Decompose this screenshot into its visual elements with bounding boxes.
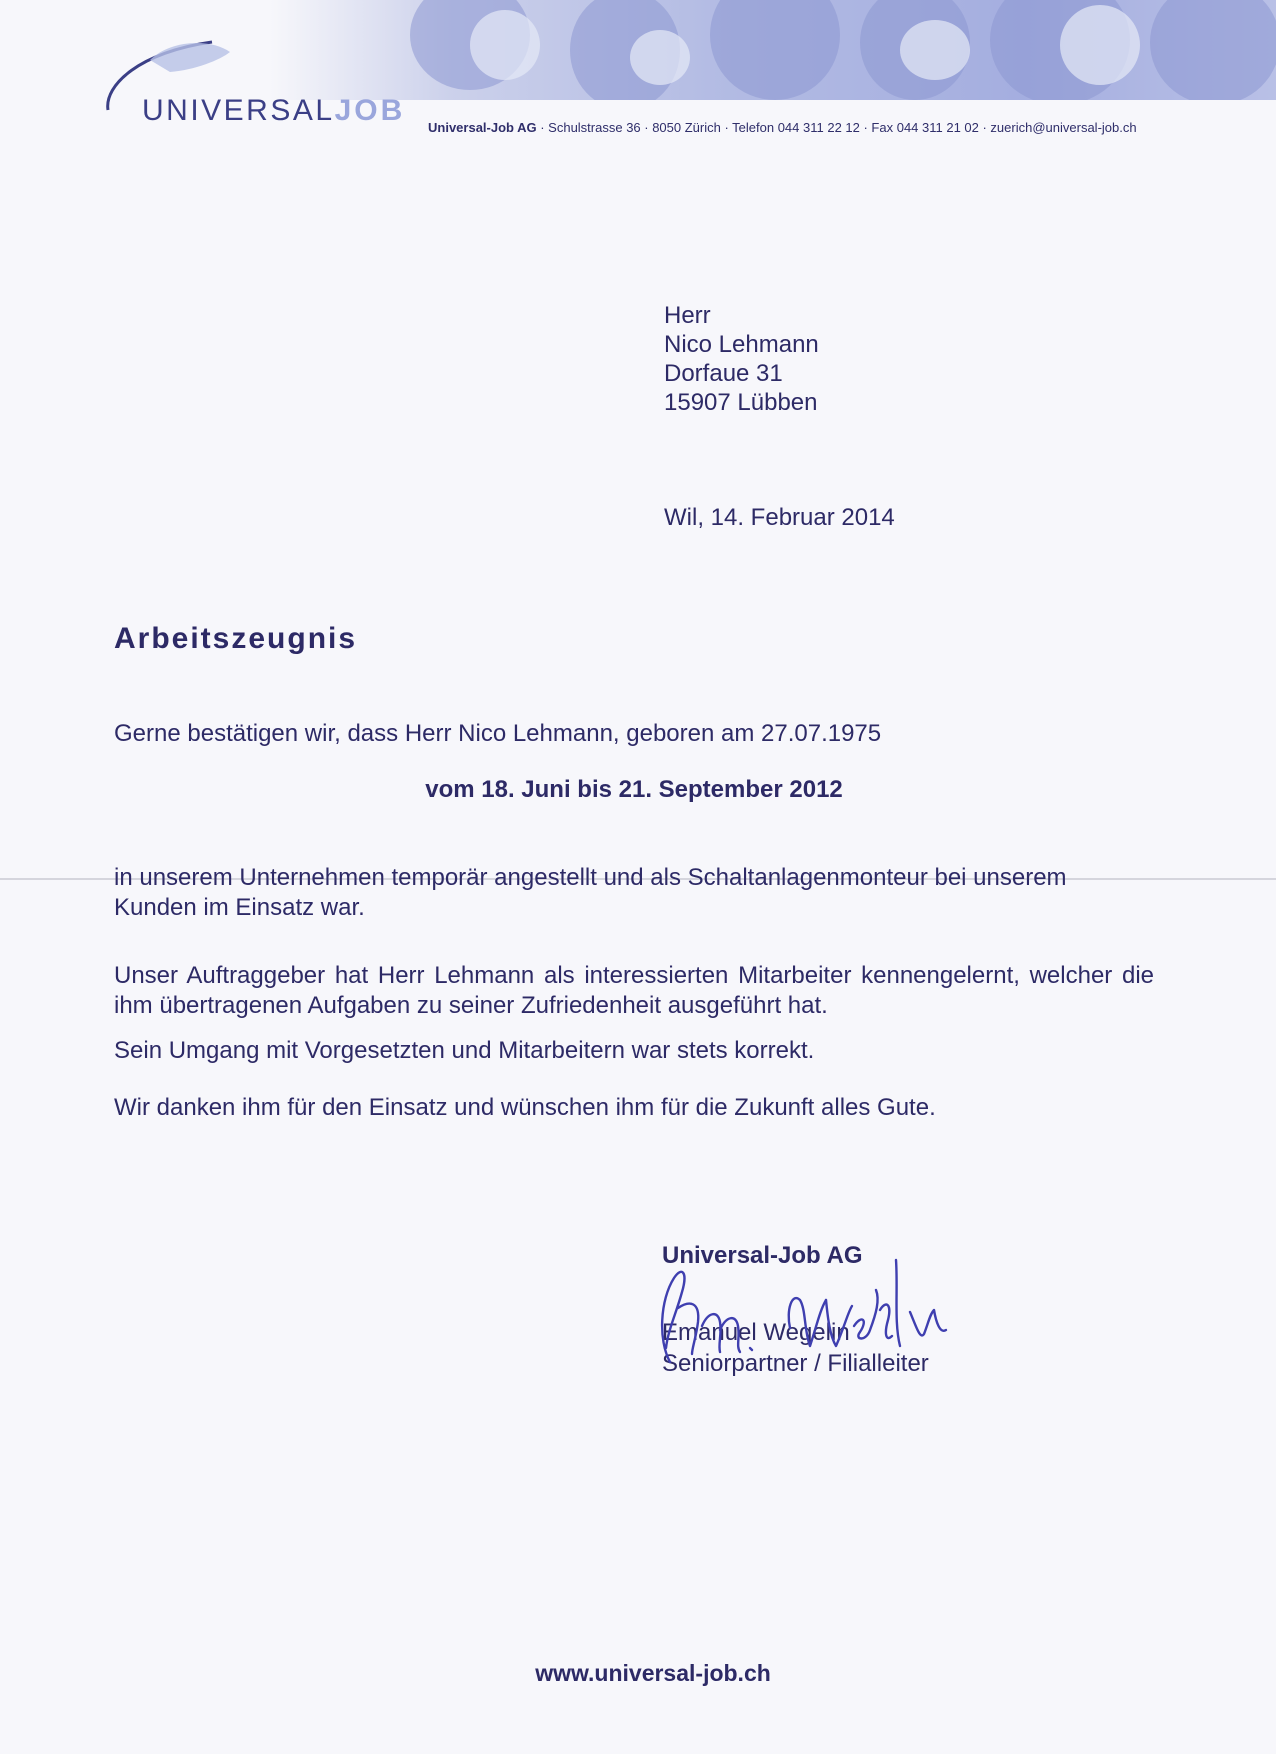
signatory-role: Seniorpartner / Filialleiter	[662, 1350, 929, 1377]
document-title: Arbeitszeugnis	[114, 622, 358, 655]
company-contact-line	[428, 120, 1137, 135]
recipient-street: Dorfaue 31	[664, 360, 783, 387]
closing-paragraph: Wir danken ihm für den Einsatz und wünschen ihm für die Zukunft alles Gute.	[114, 1094, 936, 1121]
recipient-name: Nico Lehmann	[664, 331, 819, 358]
logo-text-job: JOB	[334, 94, 406, 127]
recipient-city: 15907 Lübben	[664, 389, 818, 416]
universal-job-logo	[100, 30, 406, 140]
signatory-name: Emanuel Wegelin	[662, 1319, 850, 1346]
employment-period: vom 18. Juni bis 21. September 2012	[425, 776, 843, 803]
conduct-paragraph: Sein Umgang mit Vorgesetzten und Mitarbeitern war stets korrekt.	[114, 1037, 815, 1064]
employment-paragraph: in unserem Unternehmen temporär angestellt und als Schaltanlagenmonteur bei unserem Kunden im Einsatz war.	[114, 864, 1067, 921]
logo-wordmark	[142, 96, 405, 126]
recipient-address	[664, 301, 819, 417]
handwritten-signature	[630, 1230, 980, 1370]
evaluation-paragraph: Unser Auftraggeber hat Herr Lehmann als interessierten Mitarbeiter kennengelernt, welcher die ihm übertragenen Aufgaben zu seiner Zufriedenheit ausgeführt hat.	[114, 962, 1154, 1019]
logo-text-universal: UNIVERSAL	[142, 94, 335, 127]
recipient-salutation: Herr	[664, 302, 711, 329]
company-details: · Schulstrasse 36 · 8050 Zürich · Telefon 044 311 22 12 · Fax 044 311 21 02 · zuerich@universal-job.ch	[536, 120, 1137, 135]
letterhead-photo-banner	[270, 0, 1276, 100]
footer-website: www.universal-job.ch	[535, 1660, 771, 1686]
company-name: Universal-Job AG	[428, 120, 537, 135]
intro-paragraph: Gerne bestätigen wir, dass Herr Nico Lehmann, geboren am 27.07.1975	[114, 720, 882, 747]
signature-company: Universal-Job AG	[662, 1242, 863, 1269]
letter-date: Wil, 14. Februar 2014	[664, 504, 895, 531]
